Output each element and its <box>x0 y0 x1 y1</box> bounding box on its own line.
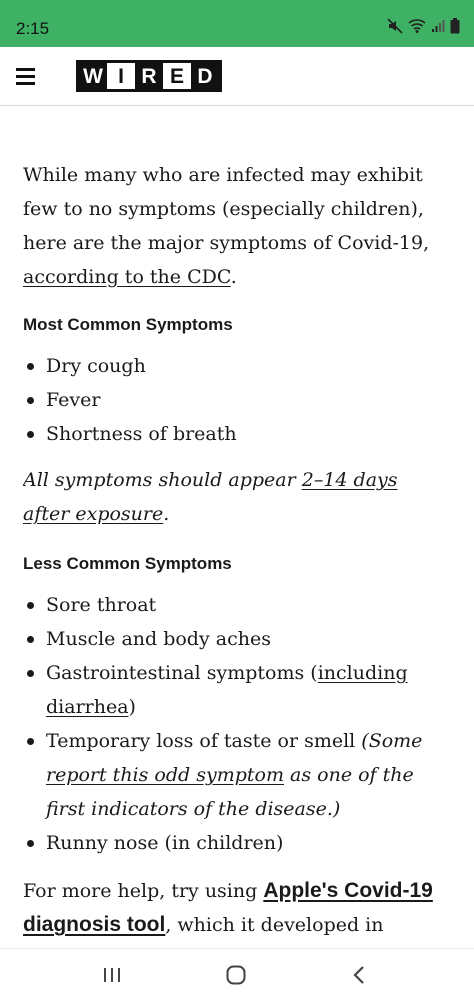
home-icon[interactable] <box>216 961 256 989</box>
list-item: Sore throat <box>23 588 448 622</box>
note-end: . <box>163 503 170 525</box>
wired-logo[interactable] <box>76 60 222 92</box>
navigation-bar <box>0 948 474 1000</box>
logo-letter: R <box>135 63 163 89</box>
logo-letter: E <box>163 63 191 89</box>
logo-letter: D <box>191 63 219 89</box>
wifi-icon <box>408 18 426 34</box>
list-item: Shortness of breath <box>23 417 448 451</box>
help-end: , which it developed in <box>165 914 384 936</box>
cdc-link[interactable]: according to the CDC <box>23 266 231 288</box>
hamburger-menu-icon[interactable] <box>16 61 46 91</box>
logo-letter: I <box>107 63 135 89</box>
list-item: Dry cough <box>23 349 448 383</box>
intro-end: . <box>230 266 237 288</box>
intro-paragraph <box>23 158 448 294</box>
recent-apps-icon[interactable] <box>92 961 132 989</box>
list-item: Runny nose (in children) <box>23 826 448 860</box>
status-icons <box>387 18 460 34</box>
list-item: Fever <box>23 383 448 417</box>
exposure-link[interactable]: 2–14 days after exposure <box>23 469 398 525</box>
common-symptoms-list <box>23 349 448 451</box>
note-text: All symptoms should appear <box>23 469 302 491</box>
odd-symptom-link[interactable]: report this odd symptom <box>46 764 284 786</box>
status-time: 2:15 <box>16 19 50 38</box>
diarrhea-link[interactable]: including diarrhea <box>46 662 408 718</box>
status-bar <box>0 0 474 47</box>
app-header <box>0 47 474 106</box>
list-item <box>23 724 448 826</box>
help-paragraph <box>23 874 448 942</box>
item-italic-start: (Some <box>361 730 423 752</box>
item-italic-end: as one of the first indicators of the disease.) <box>46 764 414 820</box>
help-text: For more help, try using <box>23 880 264 902</box>
battery-icon <box>450 18 460 34</box>
intro-text: While many who are infected may exhibit few to no symptoms (especially children), here are the major symptoms of Covid-19, <box>23 164 430 254</box>
less-common-symptoms-list <box>23 588 448 860</box>
list-item <box>23 656 448 724</box>
exposure-note <box>23 463 448 531</box>
common-symptoms-heading: Most Common Symptoms <box>23 315 233 334</box>
less-common-symptoms-heading: Less Common Symptoms <box>23 554 232 573</box>
item-end: ) <box>128 696 136 718</box>
signal-icon <box>431 19 445 33</box>
item-text: Temporary loss of taste or smell <box>46 730 362 752</box>
article-body <box>23 158 448 948</box>
list-item: Muscle and body aches <box>23 622 448 656</box>
logo-letter: W <box>79 63 107 89</box>
item-text: Gastrointestinal symptoms ( <box>46 662 318 684</box>
apple-tool-link[interactable]: Apple's Covid-19 diagnosis tool <box>23 879 433 936</box>
back-icon[interactable] <box>339 961 379 989</box>
mute-icon <box>387 18 403 34</box>
